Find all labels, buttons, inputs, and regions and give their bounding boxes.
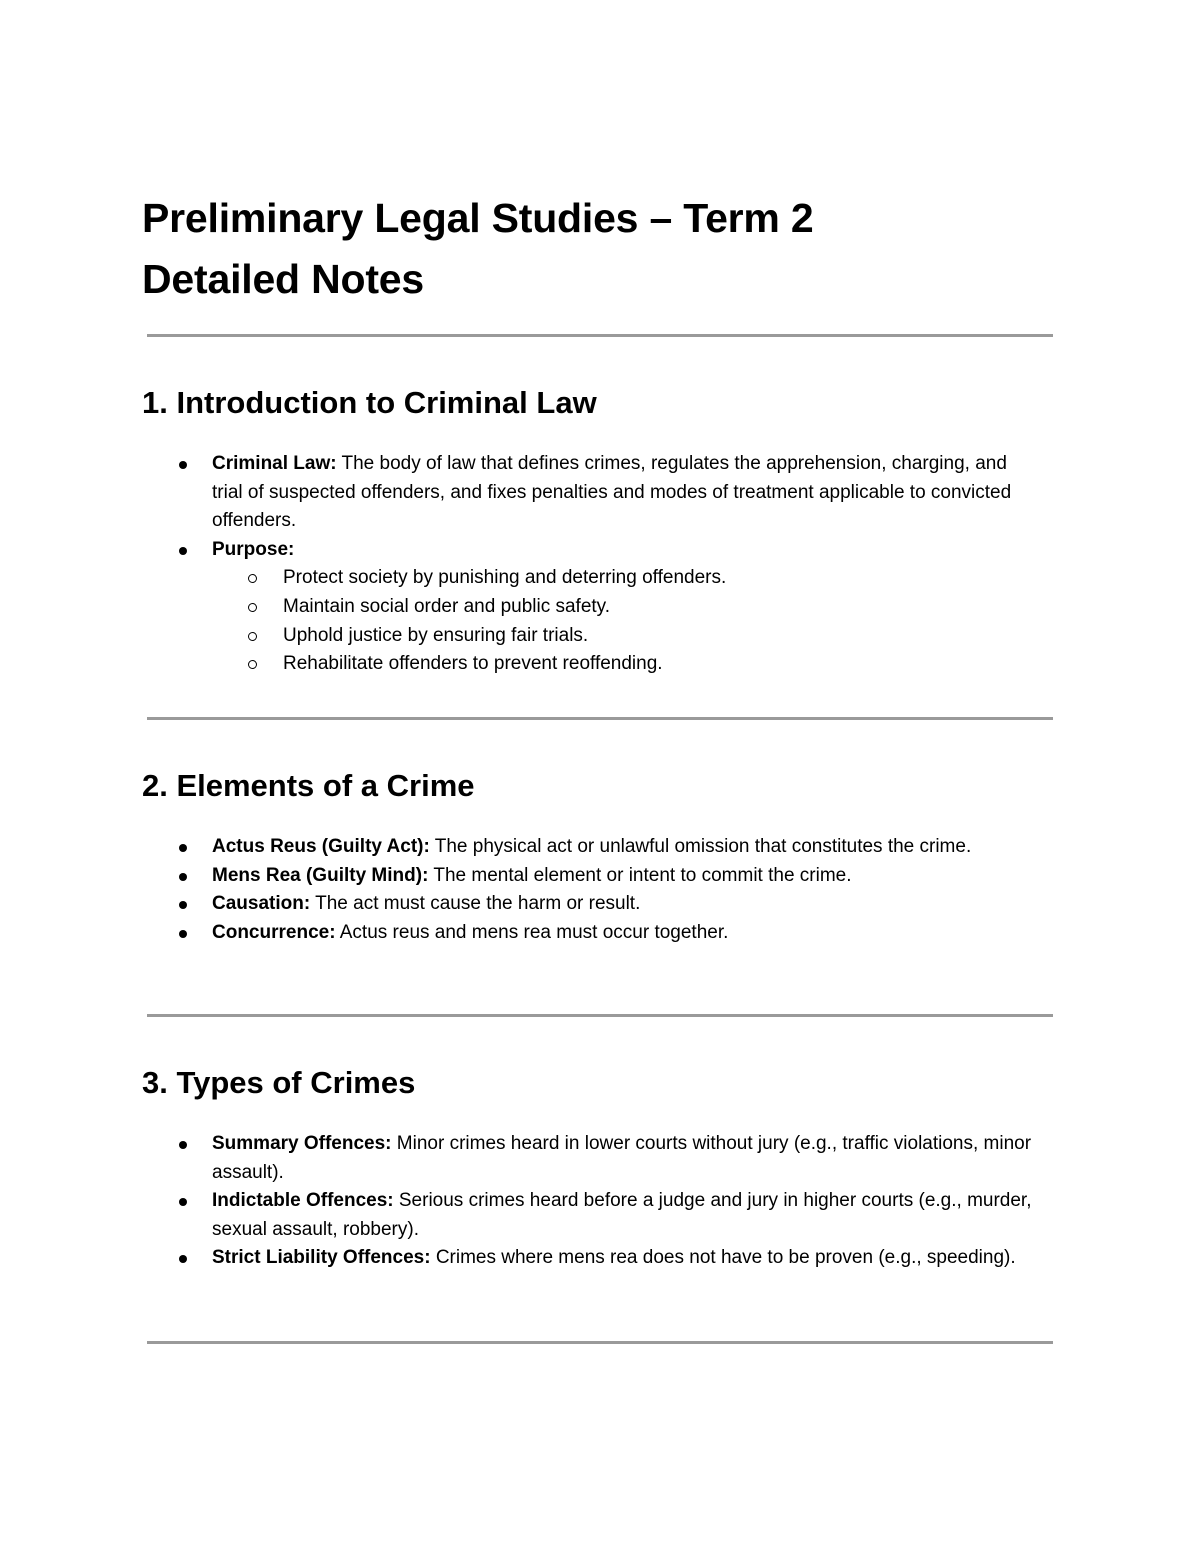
item-term: Summary Offences: — [212, 1133, 392, 1154]
item-term: Actus Reus (Guilty Act): — [212, 836, 430, 857]
hollow-bullet-icon — [248, 603, 257, 612]
list-item — [0, 536, 1042, 679]
bullet-icon — [179, 873, 187, 881]
item-text: The mental element or intent to commit the crime. — [428, 864, 852, 886]
item-text: The body of law that defines crimes, regulates the apprehension, charging, and trial of suspected offenders, and fixes penalties and modes of treatment applicable to convicted offenders. — [212, 453, 1012, 532]
bullet-icon — [179, 1141, 187, 1149]
horizontal-rule — [147, 1341, 1053, 1344]
list-item — [0, 1244, 1042, 1273]
sub-item-text: Protect society by punishing and deterring offenders. — [283, 567, 727, 589]
hollow-bullet-icon — [248, 660, 257, 669]
section-heading-types: 3. Types of Crimes — [142, 1065, 416, 1100]
document-title — [142, 188, 1062, 310]
list-item — [0, 919, 1042, 948]
bullet-icon — [179, 1198, 187, 1206]
hollow-bullet-icon — [248, 574, 257, 583]
section-list-elements — [0, 833, 1100, 947]
item-term: Purpose: — [212, 538, 295, 560]
list-item — [0, 1187, 1042, 1244]
section-list-types — [0, 1130, 1100, 1273]
bullet-icon — [179, 547, 187, 555]
item-term: Indictable Offences: — [212, 1190, 394, 1212]
list-item — [0, 833, 1042, 862]
sub-list-item — [0, 564, 1042, 593]
bullet-icon — [179, 844, 187, 852]
bullet-icon — [179, 930, 187, 938]
list-item — [0, 450, 1042, 536]
item-term: Mens Rea (Guilty Mind): — [212, 864, 429, 886]
list-item — [0, 862, 1042, 891]
section-heading-introduction: 1. Introduction to Criminal Law — [142, 385, 597, 420]
item-text: The act must cause the harm or result. — [310, 893, 641, 915]
sub-item-text: Rehabilitate offenders to prevent reoffending. — [283, 653, 663, 675]
bullet-icon — [179, 1255, 187, 1263]
document-title-line2: Detailed Notes — [142, 256, 424, 302]
sub-item-text: Uphold justice by ensuring fair trials. — [283, 624, 589, 646]
list-item — [0, 890, 1042, 919]
section-heading-elements: 2. Elements of a Crime — [142, 768, 475, 803]
sub-list-item — [0, 622, 1042, 651]
bullet-icon — [179, 901, 187, 909]
horizontal-rule — [147, 334, 1053, 337]
sub-item-text: Maintain social order and public safety. — [283, 595, 611, 617]
hollow-bullet-icon — [248, 632, 257, 641]
item-term: Concurrence: — [212, 921, 336, 943]
document-title-line1: Preliminary Legal Studies – Term 2 — [142, 195, 814, 241]
horizontal-rule — [147, 717, 1053, 720]
item-text: Actus reus and mens rea must occur together. — [335, 921, 729, 943]
sub-list-item — [0, 593, 1042, 622]
list-item — [0, 1130, 1042, 1187]
horizontal-rule — [147, 1014, 1053, 1017]
bullet-icon — [179, 461, 187, 469]
item-text: Minor crimes heard in lower courts without jury (e.g., traffic violations, minor assault). — [212, 1133, 1032, 1183]
item-term: Criminal Law: — [212, 453, 337, 474]
item-text: The physical act or unlawful omission that constitutes the crime. — [429, 836, 972, 857]
item-term: Strict Liability Offences: — [212, 1247, 431, 1269]
sub-list-purpose — [212, 564, 1042, 678]
item-text: Serious crimes heard before a judge and jury in higher courts (e.g., murder, sexual assault, robbery). — [212, 1190, 1032, 1240]
sub-list-item — [0, 650, 1042, 679]
section-list-introduction — [0, 450, 1100, 679]
item-text: Crimes where mens rea does not have to be proven (e.g., speeding). — [430, 1247, 1016, 1269]
item-term: Causation: — [212, 893, 311, 915]
